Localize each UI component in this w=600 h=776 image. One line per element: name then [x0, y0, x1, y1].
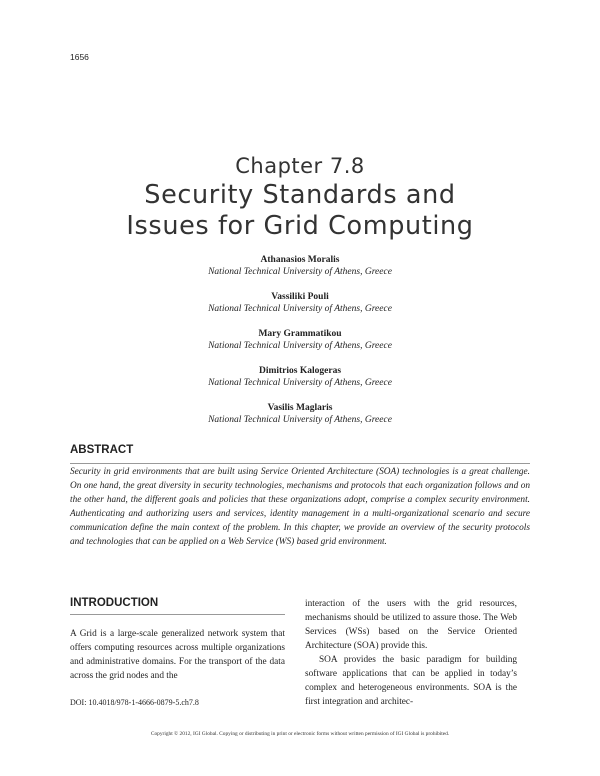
- abstract-heading: ABSTRACT: [70, 444, 134, 456]
- author-name: Dimitrios Kalogeras: [258, 366, 342, 376]
- author-block: [0, 291, 600, 328]
- intro-paragraph-right-1: interaction of the users with the grid resources, mechanisms should be utilized to assure those. The Web Services (WSs) based on the Service Oriented Architecture (SOA) provide this.: [305, 599, 517, 651]
- author-block: [0, 254, 600, 291]
- page-number: 1656: [70, 52, 89, 62]
- author-block: [0, 365, 600, 402]
- author-block: [0, 402, 600, 439]
- left-column: [70, 627, 285, 683]
- author-name: Mary Grammatikou: [258, 329, 342, 339]
- right-column: [305, 597, 517, 709]
- doi: DOI: 10.4018/978-1-4666-0879-5.ch7.8: [70, 698, 199, 707]
- author-name: Athanasios Moralis: [260, 255, 340, 265]
- author-affiliation: National Technical University of Athens, Greece: [208, 341, 392, 351]
- chapter-label: Chapter 7.8: [235, 154, 365, 178]
- author-affiliation: National Technical University of Athens, Greece: [208, 267, 392, 277]
- paper-title: [0, 180, 600, 242]
- abstract-divider: [70, 463, 530, 464]
- author-affiliation: National Technical University of Athens, Greece: [208, 415, 392, 425]
- title-line-1: Security Standards and: [144, 180, 456, 210]
- author-block: [0, 328, 600, 365]
- introduction-divider: [70, 614, 285, 615]
- title-line-2: Issues for Grid Computing: [126, 211, 474, 241]
- author-affiliation: National Technical University of Athens, Greece: [208, 378, 392, 388]
- intro-paragraph-right-2: SOA provides the basic paradigm for building software applications that can be applied in today’s complex and heterogeneous environments. SOA is the first integration and architec-: [305, 655, 517, 707]
- author-affiliation: National Technical University of Athens, Greece: [208, 304, 392, 314]
- copyright-notice: Copyright © 2012, IGI Global. Copying or distributing in print or electronic forms without written permission of IGI Global is prohibited.: [150, 731, 450, 737]
- author-name: Vassiliki Pouli: [271, 292, 329, 302]
- author-list: [0, 254, 600, 439]
- intro-paragraph-left: A Grid is a large-scale generalized network system that offers computing resources across multiple organizations and administrative domains. For the transport of the data across the grid nodes and the: [70, 629, 285, 681]
- author-name: Vasilis Maglaris: [267, 403, 333, 413]
- introduction-heading: INTRODUCTION: [70, 597, 159, 609]
- abstract-text: Security in grid environments that are built using Service Oriented Architecture (SOA) technologies is a great challenge. On one hand, the great diversity in security technologies, mechanisms and protocols that each organization follows and on the other hand, the different goals and policies that these organizations adopt, comprise a complex security environment. Authenticating and authorizing users and services, identity management in a multi-organizational scenario and secure communication define the main context of the problem. In this chapter, we provide an overview of the security protocols and technologies that can be applied on a Web Service (WS) based grid environment.: [70, 467, 530, 548]
